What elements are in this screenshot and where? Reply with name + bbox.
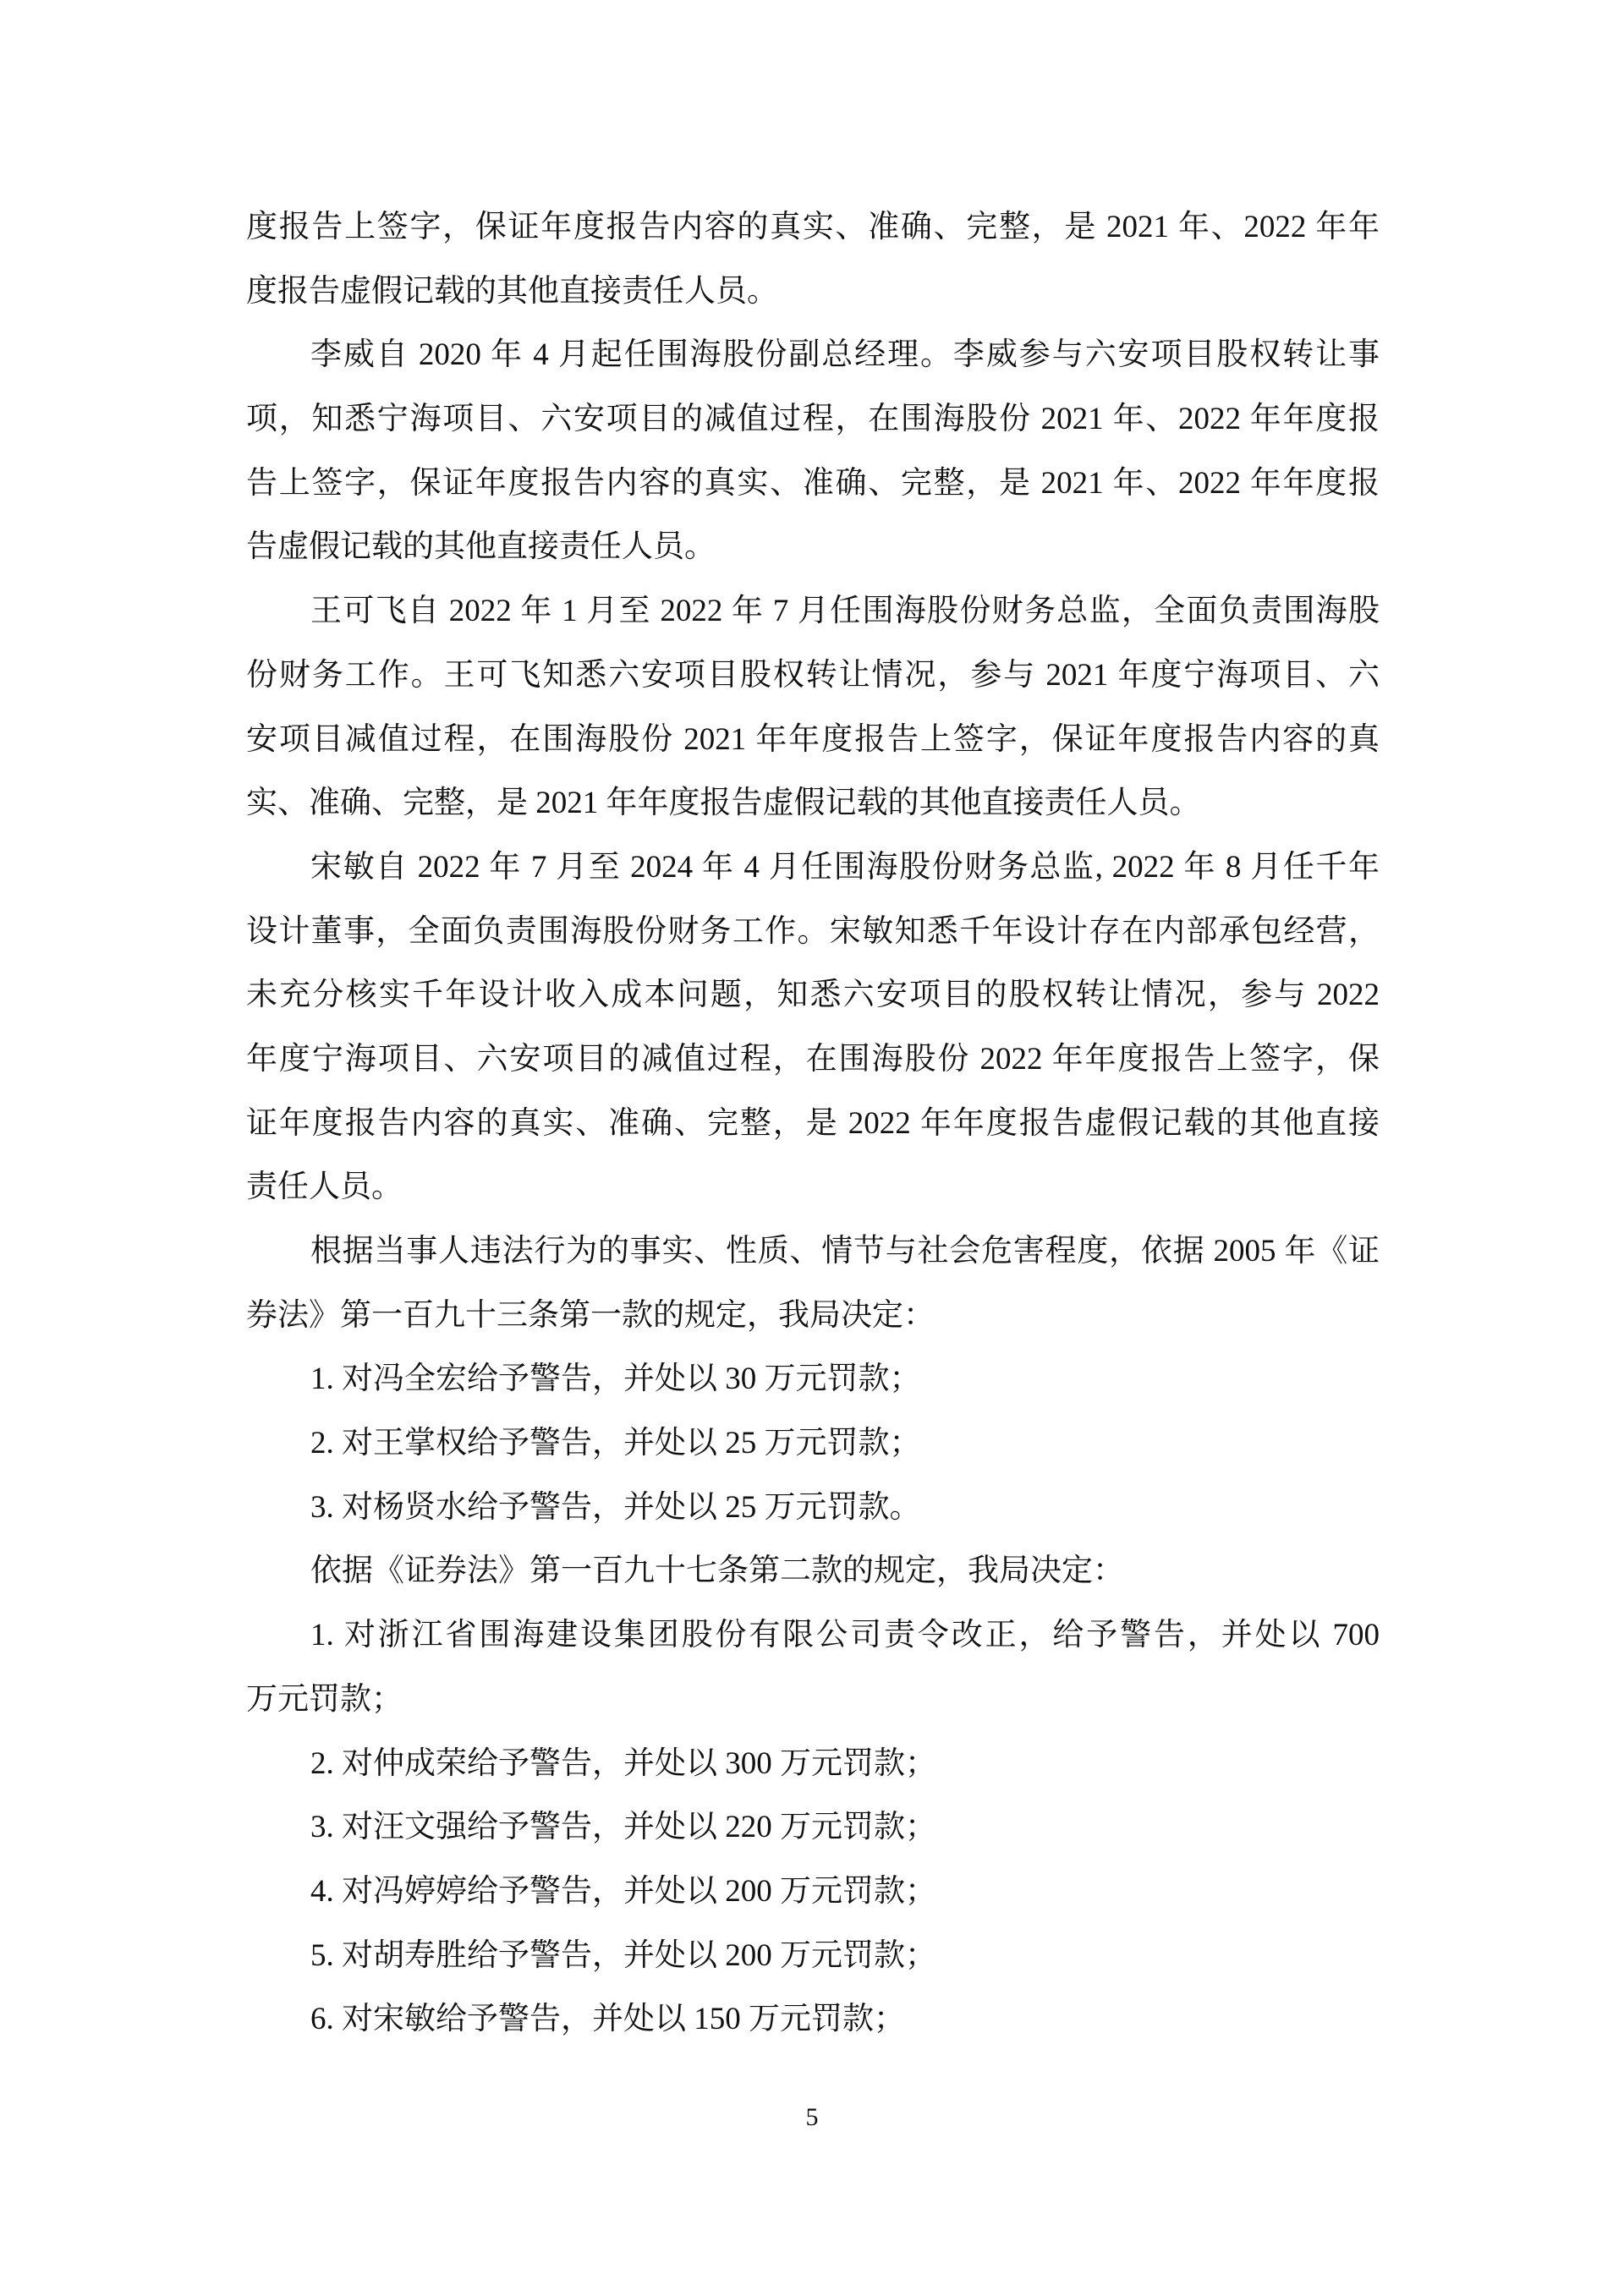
penalty-item: 5. 对胡寿胜给予警告，并处以 200 万元罚款； [310, 1937, 936, 1973]
penalty-list-2005 [246, 1347, 1380, 1539]
text-line: 度报告上签字，保证年度报告内容的真实、准确、完整，是 2021 年、2022 年年 [246, 210, 1380, 244]
penalty-item: 2. 对仲成荣给予警告，并处以 300 万元罚款； [310, 1745, 936, 1781]
text-line: 万元罚款； [246, 1681, 403, 1717]
text-line: 安项目减值过程，在围海股份 2021 年年度报告上签字，保证年度报告内容的真 [246, 721, 1380, 757]
page-number: 5 [805, 2103, 819, 2131]
text-line: 王可飞自 2022 年 1 月至 2022 年 7 月任围海股份财务总监，全面负责围海股 [310, 594, 1380, 629]
text-line: 设计董事，全面负责围海股份财务工作。宋敏知悉千年设计存在内部承包经营， [246, 913, 1380, 949]
text-line: 券法》第一百九十三条第一款的规定，我局决定： [246, 1297, 935, 1333]
paragraph-continuation [246, 195, 1380, 323]
paragraph-song-min [246, 836, 1380, 1219]
text-line: 份财务工作。王可飞知悉六安项目股权转让情况，参与 2021 年度宁海项目、六 [246, 657, 1380, 693]
penalty-item: 1. 对冯全宏给予警告，并处以 30 万元罚款； [310, 1362, 921, 1397]
penalty-item: 2. 对王掌权给予警告，并处以 25 万元罚款； [310, 1426, 921, 1461]
paragraph-decision-basis-current [246, 1539, 1380, 1603]
text-line: 告虚假记载的其他直接责任人员。 [246, 529, 716, 565]
penalty-item: 6. 对宋敏给予警告，并处以 150 万元罚款； [310, 2002, 905, 2037]
text-line: 未充分核实千年设计收入成本问题，知悉六安项目的股权转让情况，参与 2022 [246, 978, 1380, 1013]
penalty-item: 3. 对杨贤水给予警告，并处以 25 万元罚款。 [310, 1489, 921, 1525]
document-body [246, 195, 1380, 2052]
text-line: 项，知悉宁海项目、六安项目的减值过程，在围海股份 2021 年、2022 年年度报 [246, 402, 1380, 437]
text-line: 宋敏自 2022 年 7 月至 2024 年 4 月任围海股份财务总监, 2022 年 8 月任千年 [310, 849, 1380, 885]
penalty-item: 3. 对汪文强给予警告，并处以 220 万元罚款； [310, 1810, 936, 1845]
paragraph-wang-kefei [246, 579, 1380, 836]
text-line: 依据《证券法》第一百九十七条第二款的规定，我局决定： [310, 1553, 1124, 1589]
text-line: 证年度报告内容的真实、准确、完整，是 2022 年年度报告虚假记载的其他直接 [246, 1105, 1380, 1141]
penalty-item-company [246, 1603, 1380, 1731]
text-line: 1. 对浙江省围海建设集团股份有限公司责令改正，给予警告，并处以 700 [310, 1618, 1380, 1653]
text-line: 告上签字，保证年度报告内容的真实、准确、完整，是 2021 年、2022 年年度报 [246, 465, 1380, 501]
paragraph-decision-basis-2005 [246, 1219, 1380, 1347]
text-line: 度报告虚假记载的其他直接责任人员。 [246, 273, 778, 309]
penalty-item: 4. 对冯婷婷给予警告，并处以 200 万元罚款； [310, 1873, 936, 1909]
text-line: 李威自 2020 年 4 月起任围海股份副总经理。李威参与六安项目股权转让事 [310, 337, 1380, 373]
text-line: 责任人员。 [246, 1170, 403, 1205]
text-line: 年度宁海项目、六安项目的减值过程，在围海股份 2022 年年度报告上签字，保 [246, 1041, 1380, 1077]
paragraph-li-wei [246, 323, 1380, 579]
text-line: 实、准确、完整，是 2021 年年度报告虚假记载的其他直接责任人员。 [246, 786, 1201, 821]
penalty-list-current [246, 1603, 1380, 2052]
text-line: 根据当事人违法行为的事实、性质、情节与社会危害程度，依据 2005 年《证 [310, 1234, 1380, 1269]
